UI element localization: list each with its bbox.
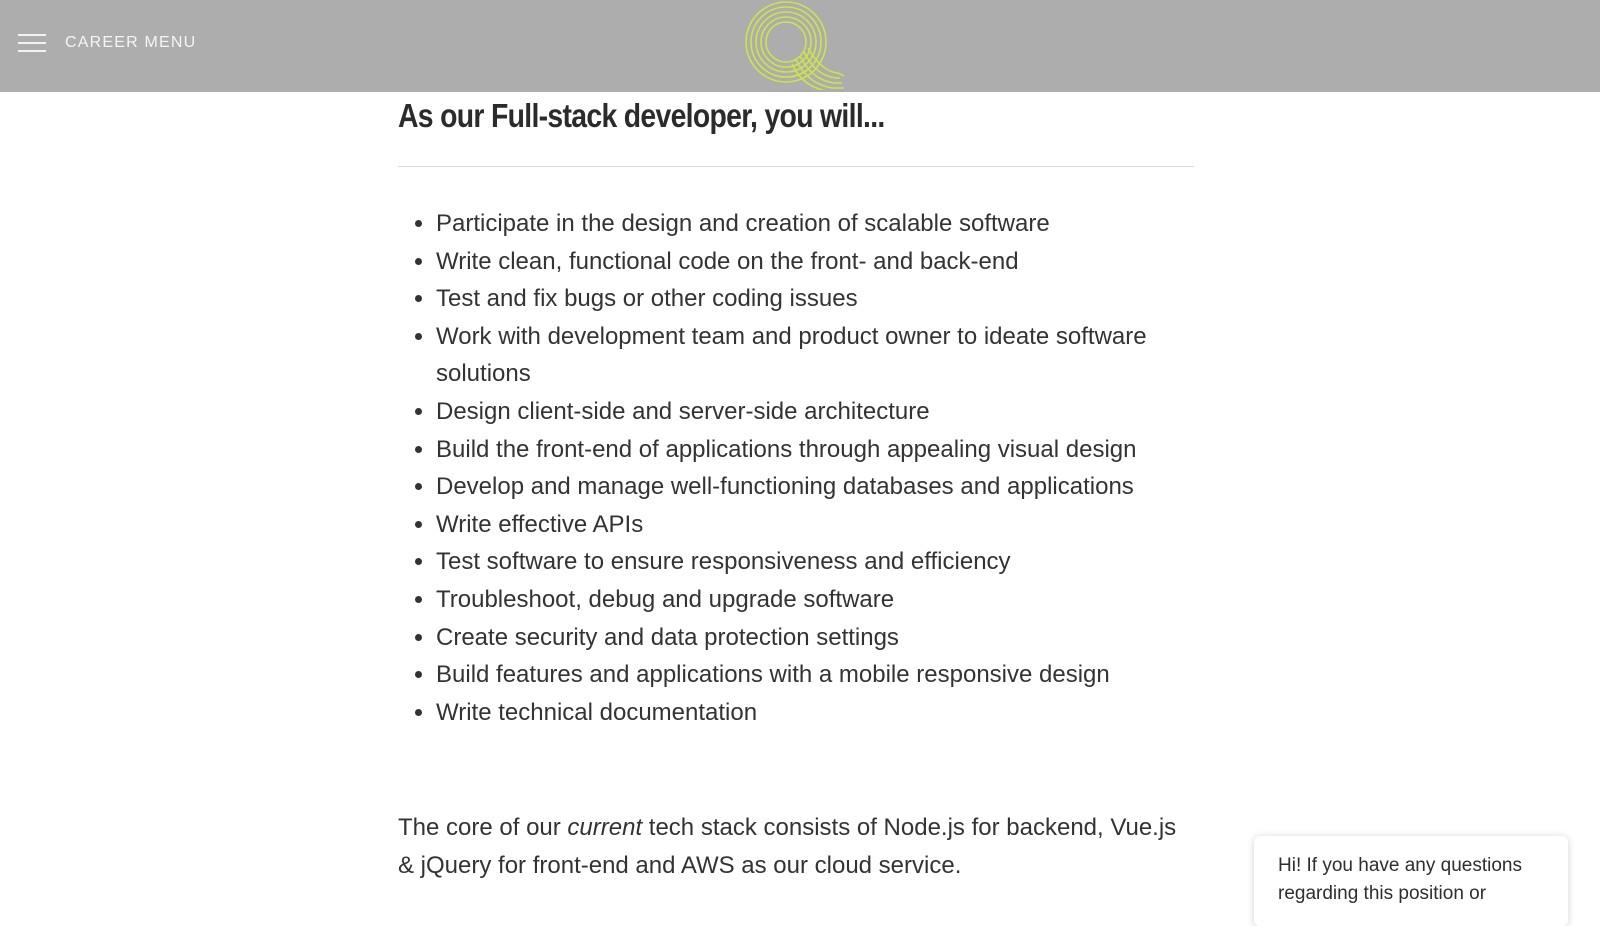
list-item: • Develop and manage well-functioning databases and applications: [436, 468, 1194, 506]
tech-stack-paragraph: [398, 809, 1198, 884]
list-item: • Create security and data protection settings: [436, 619, 1194, 657]
list-item: • Write technical documentation: [436, 694, 1194, 732]
career-menu-button[interactable]: [18, 32, 196, 54]
job-content: [398, 92, 1194, 885]
q-logo-icon[interactable]: [738, 0, 850, 90]
list-item: • Build features and applications with a mobile responsive design: [436, 656, 1194, 694]
list-item: • Test software to ensure responsiveness and efficiency: [436, 543, 1194, 581]
list-item: • Design client-side and server-side architecture: [436, 393, 1194, 431]
list-item: • Write effective APIs: [436, 506, 1194, 544]
list-item: • Participate in the design and creation of scalable software: [436, 205, 1194, 243]
list-item: • Write clean, functional code on the front- and back-end: [436, 243, 1194, 281]
site-header: [0, 0, 1600, 92]
list-item: • Troubleshoot, debug and upgrade software: [436, 581, 1194, 619]
chat-bubble[interactable]: [1254, 836, 1568, 926]
list-item: • Build the front-end of applications through appealing visual design: [436, 431, 1194, 469]
section-divider: [398, 166, 1194, 167]
career-menu-label[interactable]: CAREER MENU: [65, 34, 197, 51]
hamburger-menu-icon[interactable]: [18, 32, 46, 54]
section-heading: As our Full-stack developer, you will...: [398, 97, 885, 134]
duties-list: [398, 205, 1194, 731]
tech-stack-text-start: The core of our: [398, 814, 568, 842]
chat-message: Hi! If you have any questions regarding this position or: [1278, 855, 1522, 904]
tech-stack-emphasis: current: [567, 814, 643, 842]
list-item: • Test and fix bugs or other coding issues: [436, 280, 1194, 318]
list-item: • Work with development team and product owner to ideate software solutions: [436, 318, 1194, 393]
tech-stack-text-end: tech stack consists of Node.js for backend, Vue.js & jQuery for front-end and AWS as our cloud service.: [398, 814, 1177, 879]
